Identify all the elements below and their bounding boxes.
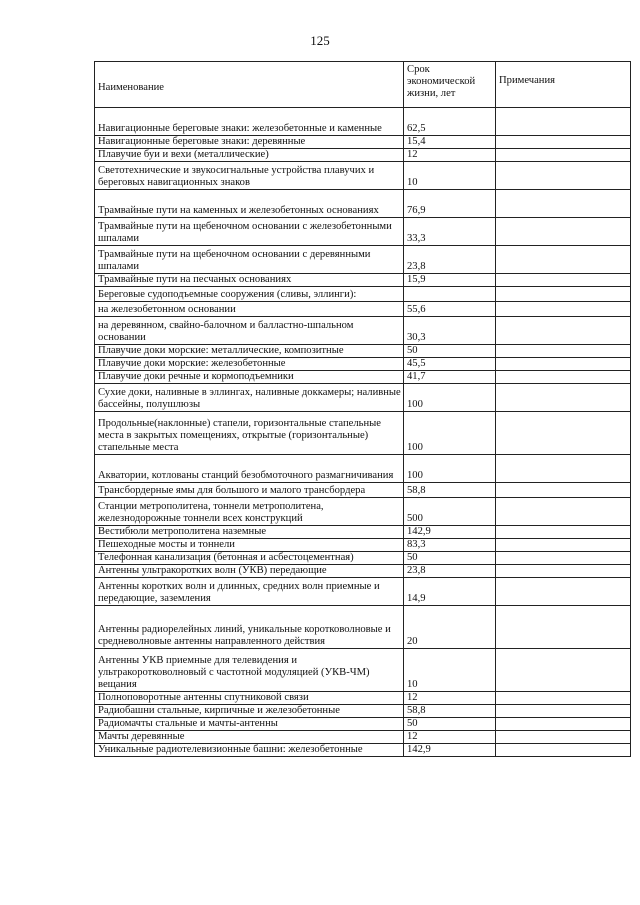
row-name-cell: Светотехнические и звукосигнальные устройства плавучих и береговых навигационных знаков xyxy=(95,162,404,190)
row-notes-cell xyxy=(496,274,631,287)
row-name-cell: Плавучие доки морские: железобетонные xyxy=(95,358,404,371)
table-row xyxy=(95,358,631,371)
row-notes-cell xyxy=(496,246,631,274)
row-notes-cell xyxy=(496,149,631,162)
table-row xyxy=(95,552,631,565)
row-name-cell: на железобетонном основании xyxy=(95,302,404,317)
table-row xyxy=(95,539,631,552)
row-name-cell: Навигационные береговые знаки: деревянные xyxy=(95,136,404,149)
row-notes-cell xyxy=(496,498,631,526)
row-economic-life-cell: 55,6 xyxy=(404,302,496,317)
row-name-cell: Плавучие буи и вехи (металлические) xyxy=(95,149,404,162)
row-notes-cell xyxy=(496,692,631,705)
table-row xyxy=(95,246,631,274)
row-economic-life-cell: 23,8 xyxy=(404,565,496,578)
table-row xyxy=(95,287,631,302)
row-notes-cell xyxy=(496,412,631,455)
row-economic-life-cell: 500 xyxy=(404,498,496,526)
row-name-cell: Пешеходные мосты и тоннели xyxy=(95,539,404,552)
row-notes-cell xyxy=(496,718,631,731)
table-row xyxy=(95,384,631,412)
row-name-cell: Полноповоротные антенны спутниковой связи xyxy=(95,692,404,705)
table-row xyxy=(95,190,631,218)
row-notes-cell xyxy=(496,731,631,744)
row-name-cell: на деревянном, свайно-балочном и балластно-шпальном основании xyxy=(95,317,404,345)
row-economic-life-cell: 142,9 xyxy=(404,526,496,539)
table-body xyxy=(95,108,631,757)
table-row xyxy=(95,218,631,246)
economic-life-table xyxy=(94,61,631,757)
row-notes-cell xyxy=(496,218,631,246)
table-row xyxy=(95,692,631,705)
row-notes-cell xyxy=(496,483,631,498)
table-row xyxy=(95,606,631,649)
row-name-cell: Трамвайные пути на песчаных основаниях xyxy=(95,274,404,287)
table-row xyxy=(95,345,631,358)
row-economic-life-cell: 45,5 xyxy=(404,358,496,371)
table-row xyxy=(95,274,631,287)
row-notes-cell xyxy=(496,384,631,412)
row-economic-life-cell xyxy=(404,287,496,302)
row-economic-life-cell: 58,8 xyxy=(404,483,496,498)
table-row xyxy=(95,705,631,718)
row-name-cell: Плавучие доки речные и кормоподъемники xyxy=(95,371,404,384)
row-economic-life-cell: 12 xyxy=(404,692,496,705)
row-name-cell: Антенны коротких волн и длинных, средних волн приемные и передающие, заземления xyxy=(95,578,404,606)
row-economic-life-cell: 50 xyxy=(404,718,496,731)
table-row xyxy=(95,731,631,744)
row-name-cell: Сухие доки, наливные в эллингах, наливные доккамеры; наливные бассейны, полушлюзы xyxy=(95,384,404,412)
row-notes-cell xyxy=(496,455,631,483)
row-notes-cell xyxy=(496,606,631,649)
row-name-cell: Вестибюли метрополитена наземные xyxy=(95,526,404,539)
table-header-row xyxy=(95,62,631,108)
row-name-cell: Продольные(наклонные) стапели, горизонтальные стапельные места в закрытых помещениях, открытые (горизонтальные) стапельные места xyxy=(95,412,404,455)
row-economic-life-cell: 62,5 xyxy=(404,108,496,136)
table-row xyxy=(95,149,631,162)
row-name-cell: Телефонная канализация (бетонная и асбестоцементная) xyxy=(95,552,404,565)
table-row xyxy=(95,565,631,578)
row-economic-life-cell: 142,9 xyxy=(404,744,496,757)
row-name-cell: Навигационные береговые знаки: железобетонные и каменные xyxy=(95,108,404,136)
row-economic-life-cell: 76,9 xyxy=(404,190,496,218)
row-notes-cell xyxy=(496,136,631,149)
row-economic-life-cell: 15,9 xyxy=(404,274,496,287)
table-row xyxy=(95,302,631,317)
row-name-cell: Трамвайные пути на каменных и железобетонных основаниях xyxy=(95,190,404,218)
header-economic-life: Срок экономической жизни, лет xyxy=(404,62,496,108)
row-economic-life-cell: 14,9 xyxy=(404,578,496,606)
row-economic-life-cell: 23,8 xyxy=(404,246,496,274)
row-economic-life-cell: 15,4 xyxy=(404,136,496,149)
row-notes-cell xyxy=(496,565,631,578)
row-economic-life-cell: 20 xyxy=(404,606,496,649)
table-row xyxy=(95,108,631,136)
table-row xyxy=(95,649,631,692)
table-row xyxy=(95,371,631,384)
row-notes-cell xyxy=(496,552,631,565)
row-economic-life-cell: 100 xyxy=(404,384,496,412)
row-notes-cell xyxy=(496,358,631,371)
table-row xyxy=(95,162,631,190)
row-notes-cell xyxy=(496,705,631,718)
row-name-cell: Антенны радиорелейных линий, уникальные коротковолновые и средневолновые антенны направленного действия xyxy=(95,606,404,649)
table-row xyxy=(95,718,631,731)
row-economic-life-cell: 50 xyxy=(404,552,496,565)
row-name-cell: Береговые судоподъемные сооружения (сливы, эллинги): xyxy=(95,287,404,302)
row-notes-cell xyxy=(496,539,631,552)
table-row xyxy=(95,317,631,345)
row-notes-cell xyxy=(496,526,631,539)
row-name-cell: Уникальные радиотелевизионные башни: железобетонные xyxy=(95,744,404,757)
row-economic-life-cell: 41,7 xyxy=(404,371,496,384)
row-notes-cell xyxy=(496,345,631,358)
row-economic-life-cell: 12 xyxy=(404,731,496,744)
row-name-cell: Трамвайные пути на щебеночном основании с железобетонными шпалами xyxy=(95,218,404,246)
row-notes-cell xyxy=(496,317,631,345)
row-economic-life-cell: 58,8 xyxy=(404,705,496,718)
table-row xyxy=(95,578,631,606)
row-economic-life-cell: 12 xyxy=(404,149,496,162)
row-name-cell: Плавучие доки морские: металлические, композитные xyxy=(95,345,404,358)
row-name-cell: Трамвайные пути на щебеночном основании с деревянными шпалами xyxy=(95,246,404,274)
row-name-cell: Станции метрополитена, тоннели метрополитена, железнодорожные тоннели всех конструкций xyxy=(95,498,404,526)
row-notes-cell xyxy=(496,287,631,302)
row-name-cell: Трансбордерные ямы для большого и малого трансбордера xyxy=(95,483,404,498)
table-row xyxy=(95,498,631,526)
row-economic-life-cell: 100 xyxy=(404,412,496,455)
table-row xyxy=(95,744,631,757)
row-economic-life-cell: 50 xyxy=(404,345,496,358)
table-row xyxy=(95,412,631,455)
row-notes-cell xyxy=(496,108,631,136)
row-economic-life-cell: 100 xyxy=(404,455,496,483)
table-row xyxy=(95,455,631,483)
row-name-cell: Мачты деревянные xyxy=(95,731,404,744)
page-number: 125 xyxy=(310,33,330,48)
row-notes-cell xyxy=(496,578,631,606)
row-notes-cell xyxy=(496,162,631,190)
row-name-cell: Радиомачты стальные и мачты-антенны xyxy=(95,718,404,731)
table-row xyxy=(95,136,631,149)
row-notes-cell xyxy=(496,744,631,757)
table-row xyxy=(95,526,631,539)
row-name-cell: Акватории, котлованы станций безобмоточного размагничивания xyxy=(95,455,404,483)
row-name-cell: Антенны ультракоротких волн (УКВ) передающие xyxy=(95,565,404,578)
row-notes-cell xyxy=(496,190,631,218)
row-name-cell: Радиобашни стальные, кирпичные и железобетонные xyxy=(95,705,404,718)
row-name-cell: Антенны УКВ приемные для телевидения и ультракоротковолновый с частотной модуляцией (УКВ-ЧМ) вещания xyxy=(95,649,404,692)
row-economic-life-cell: 10 xyxy=(404,649,496,692)
row-notes-cell xyxy=(496,302,631,317)
header-name: Наименование xyxy=(95,62,404,108)
row-economic-life-cell: 33,3 xyxy=(404,218,496,246)
row-notes-cell xyxy=(496,649,631,692)
table-row xyxy=(95,483,631,498)
row-economic-life-cell: 30,3 xyxy=(404,317,496,345)
row-notes-cell xyxy=(496,371,631,384)
row-economic-life-cell: 10 xyxy=(404,162,496,190)
header-notes: Примечания xyxy=(496,62,631,108)
row-economic-life-cell: 83,3 xyxy=(404,539,496,552)
